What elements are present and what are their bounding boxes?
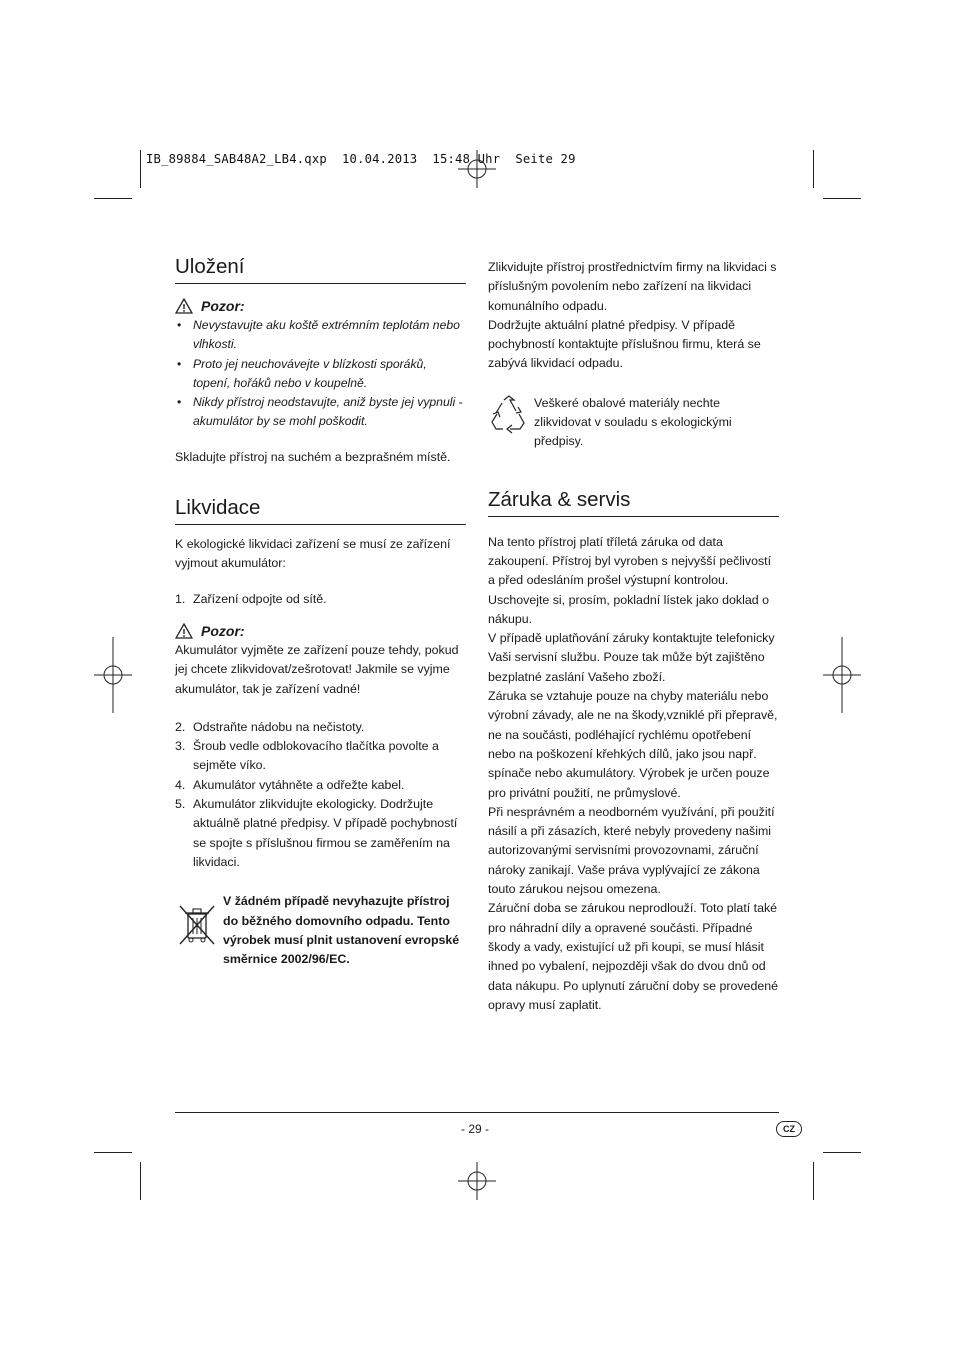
warranty-paragraph: Záruka se vztahuje pouze na chyby materiálu nebo výrobní závady, ale ne na škody,vzniklé při přepravě, ne na součásti, podléhající rychlému opotřebení nebo na poškození křehkých dílů, jako jsou např. spínače nebo akumulátory. Výrobek je určen pouze pro privátní použití, ne průmyslové. (488, 689, 778, 800)
recycling-notice (488, 394, 779, 452)
storage-bullet-list (175, 316, 466, 432)
storage-body: Skladujte přístroj na suchém a bezprašném místě. (175, 449, 451, 464)
crop-mark (140, 150, 141, 188)
language-badge: CZ (776, 1121, 802, 1137)
step-text: Akumulátor zlikvidujte ekologicky. Dodržujte aktuálně platné předpisy. V případě pochybností se spojte s příslušnou firmou se zaměřením na likvidaci. (193, 797, 458, 869)
disposal-intro: K ekologické likvidaci zařízení se musí ze zařízení vyjmout akumulátor: (175, 537, 451, 571)
list-item (175, 795, 466, 872)
list-item (175, 590, 466, 609)
list-item (175, 776, 466, 795)
section-heading-disposal: Likvidace (175, 495, 466, 525)
list-item: • Proto jej neuchovávejte v blízkosti sporáků, topení, hořáků nebo v koupelně. (175, 355, 466, 394)
recycle-icon (488, 394, 530, 434)
crop-mark (823, 198, 861, 199)
step-number: 4. (175, 777, 186, 792)
disposal-step-list (175, 718, 466, 872)
crossed-bin-icon (175, 902, 219, 946)
section-heading-warranty: Záruka & servis (488, 487, 779, 517)
caution-label (175, 296, 466, 316)
step-number: 1. (175, 591, 186, 606)
step-number: 2. (175, 719, 186, 734)
registration-mark-icon (823, 637, 861, 713)
crop-mark (94, 198, 132, 199)
crop-mark (94, 1152, 132, 1153)
page-number: - 29 - (460, 1122, 489, 1136)
warranty-body (488, 533, 779, 1015)
crop-mark (813, 150, 814, 188)
weee-notice (175, 892, 466, 969)
registration-mark-icon (458, 1162, 496, 1200)
right-column (488, 258, 779, 1015)
step-text: Odstraňte nádobu na nečistoty. (193, 719, 365, 734)
footer-rule (175, 1112, 779, 1113)
warranty-paragraph: V případě uplatňování záruky kontaktujte telefonicky Vaši servisní službu. Pouze tak může být zajištěno bezplatné zaslání Vašeho zboží. (488, 631, 775, 684)
disposal-step-list (175, 590, 466, 609)
disposal-caution-text: Akumulátor vyjměte ze zařízení pouze tehdy, pokud jej chcete zlikvidovat/zešrotovat! Jakmile se vyjme akumulátor, tak je zařízení vadné! (175, 642, 459, 696)
caution-text: Pozor: (201, 622, 245, 639)
weee-text: V žádném případě nevyhazujte přístroj do běžného domovního odpadu. Tento výrobek musí plnit ustanovení evropské směrnice 2002/96/EC. (223, 894, 460, 967)
section-heading-storage: Uložení (175, 254, 466, 284)
step-text: Akumulátor vytáhněte a odřežte kabel. (193, 777, 405, 792)
warning-triangle-icon (175, 298, 193, 314)
step-number: 3. (175, 739, 186, 754)
left-column (175, 254, 466, 969)
warning-triangle-icon (175, 623, 193, 639)
crop-mark (140, 1162, 141, 1200)
list-item: • Nevystavujte aku koště extrémním teplotám nebo vlhkosti. (175, 316, 466, 355)
disposal-continued-p2: Dodržujte aktuální platné předpisy. V případě pochybností kontaktujte příslušnou firmu, která se zabývá likvidací odpadu. (488, 317, 761, 371)
crop-mark (813, 1162, 814, 1200)
recycling-text: Veškeré obalové materiály nechte zlikvidovat v souladu s ekologickými předpisy. (534, 395, 732, 449)
crop-mark (823, 1152, 861, 1153)
warranty-paragraph: Při nesprávném a neodborném využívání, při použití násilí a při zásazích, které nebyly provedeny našimi autorizovanými servisními provozovnami, záruční nároky zanikají. Vaše práva vyplývající ze zákona touto zárukou nejsou omezena. (488, 804, 775, 897)
print-slug-line: IB_89884_SAB48A2_LB4.qxp 10.04.2013 15:48 Uhr Seite 29 (146, 152, 576, 166)
registration-mark-icon (94, 637, 132, 713)
caution-text: Pozor: (201, 298, 245, 314)
list-item (175, 718, 466, 737)
warranty-paragraph: Záruční doba se zárukou neprodlouží. Toto platí také pro náhradní díly a opravené součásti. Případné škody a vady, existující už při koupi, se musí hlásit ihned po vybalení, nejpozději však do dvou dnů od data nákupu. Po uplynutí záruční doby se provedené opravy musí zaplatit. (488, 901, 779, 1012)
warranty-paragraph: Na tento přístroj platí tříletá záruka od data zakoupení. Přístroj byl vyroben s nejvyšší pečlivostí a před odesláním prošel výstupní kontrolou. Uschovejte si, prosím, pokladní lístek jako doklad o nákupu. (488, 534, 772, 626)
step-text: Zařízení odpojte od sítě. (193, 591, 327, 606)
step-number: 5. (175, 797, 186, 812)
list-item: • Nikdy přístroj neodstavujte, aniž byste jej vypnuli - akumulátor by se mohl poškodit. (175, 393, 466, 432)
list-item (175, 737, 466, 776)
step-text: Šroub vedle odblokovacího tlačítka povolte a sejměte víko. (193, 739, 439, 773)
caution-label (175, 621, 466, 641)
disposal-continued-p1: Zlikvidujte přístroj prostřednictvím firmy na likvidaci s příslušným povolením nebo zařízení na likvidaci komunálního odpadu. (488, 260, 777, 313)
